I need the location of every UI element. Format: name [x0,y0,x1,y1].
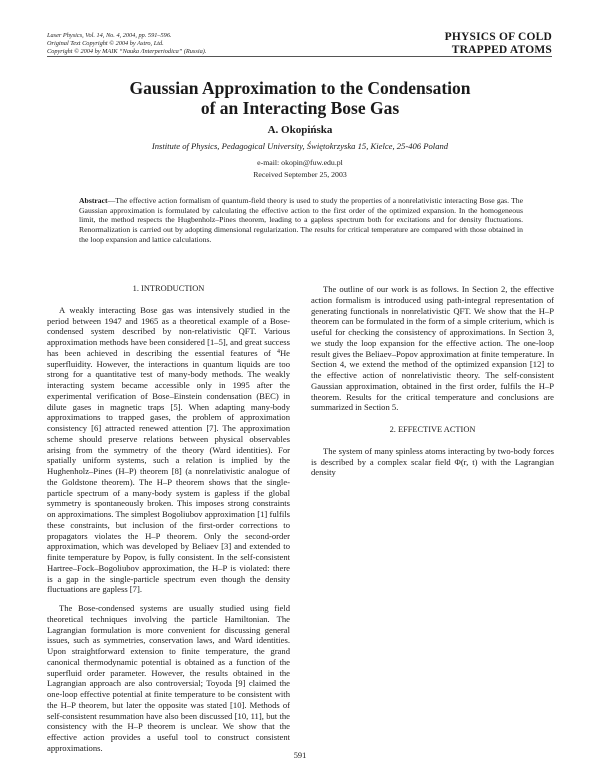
abstract-label: Abstract [79,196,108,205]
effective-action-paragraph-1: The system of many spinless atoms interacting by two-body forces is described by a complex scalar field Φ(r, t) with the Lagrangian density [311,445,554,478]
intro-paragraph-1 [47,305,290,595]
page-number: 591 [293,751,307,760]
intro-paragraph-2: The Bose-condensed systems are usually studied using field theoretical techniques involving the particle Hamiltonian. The Lagrangian formulation is more convenient for discussing general issues, such as symmetries, conservation laws, and Ward identities. Upon straightforward extension to finite temperature, the grand canonical thermodynamic potential is obtained as a function of the superfluid order parameter. However, the results obtained in the Lagrangian approach are also controversial; Toyoda [9] claimed the one-loop effective potential at finite temperature to be consistent with the H–P theorem, but later the opposite was stated [10]. Methods of self-consistent resummation have also been discussed [10, 11], but the consistency with the H–P theorem is unclear. We show that the effective action provides a useful tool to construct consistent approximations. [47,603,290,753]
received-date: Received September 25, 2003 [253,170,347,179]
title-line-1: Gaussian Approximation to the Condensation [129,78,471,98]
effective-action-heading: 2. EFFECTIVE ACTION [389,425,476,434]
journal-line-3: Copyright © 2004 by MAIK “Nauka /Interperiodica” (Russia). [47,48,207,55]
abstract [79,196,523,245]
section-label-line-2: TRAPPED ATOMS [451,43,552,56]
section-label-line-1: PHYSICS OF COLD [444,31,552,43]
journal-citation [47,32,206,56]
paper-title [0,78,600,118]
intro-p1-part-a: A weakly interacting Bose gas was intensively studied in the period between 1947 and 1965 as a theoretical example of a Bose-condensed system described by non-relativistic QFT. Various approximation methods have been considered [1–5], and great success has been achieved in describing the essential features of [47,304,290,358]
section-label [445,31,552,56]
journal-line-1: Laser Physics, Vol. 14, No. 4, 2004, pp. 591–596. [47,32,172,39]
email: e-mail: okopin@fuw.edu.pl [257,158,343,167]
author: A. Okopińska [267,124,333,136]
right-column [311,284,554,478]
header-rule [47,56,552,57]
intro-heading: 1. INTRODUCTION [132,284,205,293]
intro-paragraph-3: The outline of our work is as follows. In Section 2, the effective action formalism is introduced using path-integral representation of generating functionals in nonrelativistic QFT. We show that the H–P theorem can be formulated in the form of a simple criterium, which is useful for checking the consistency of approximations. In Section 3, we study the loop expansion for the effective action. The one-loop result gives the Beliaev–Popov approximation at finite temperature. In Section 4, we extend the method of the optimized expansion [12] to the effective action of nonrelativistic theory. The self-consistent Gaussian approximation, obtained in the first order, fulfils the H–P theorem. Results for the critical temperature and conclusions are summarized in Section 5. [311,284,554,413]
intro-p1-part-b: He superfluidity. However, the interactions in quantum liquids are too strong for a quantitative test of many-body methods. The weakly interacting system became accessible only in 1995 after the experimental verification of Bose–Einstein condensation (BEC) in dilute gases in magnetic traps [5]. When adapting many-body approximations to trapped gases, the problem of approximation consistency [6] attracted renewed attention [7]. The approximation scheme should preserve relations between physical observables arising from the symmetry of the theory (Ward identities). For spatially uniform systems, such a relation is implied by the Hughenholz–Pines (H–P) theorem [8] (a nonrelativistic analogue of the Goldstone theorem). The H–P theorem shows that the single-particle spectrum of a many-body system is gapless if the global symmetry is spontaneously broken. This imposes strong constraints on approximations. The simplest Bogoliubov approximation [1] fulfils these constraints, but inclusion of the first-order corrections to propagators violates the H–P theorem. Only the second-order approximation, which was developed by Beliaev [3] and extended to finite temperature by Popov, is fully consistent. In the self-consistent Hartree–Fock–Bogoliubov approximation, the H–P is violated: there is a gap in the single-particle spectrum even though the density fluctuations are gapless [7]. [47,347,290,595]
left-column [47,284,290,754]
affiliation: Institute of Physics, Pedagogical University, Świętokrzyska 15, Kielce, 25-406 Poland [151,141,449,151]
abstract-text: —The effective action formalism of quantum-field theory is used to study the properties of a nonrelativistic interacting Bose gas. The Gaussian approximation is formulated by calculating the effective action to the first order of the optimized expansion. In the homogeneous limit, the method respects the Hugbenholz–Pines theorem, leading to a gapless spectrum both for excitations and for density fluctuations. Renormalization is carried out by adopting dimensional regularization. The results for critical temperature are compared with those obtained in the loop expansion and lattice calculations. [79,196,523,244]
intro-p1-superscript: 4 [276,348,280,355]
journal-line-2: Original Text Copyright © 2004 by Astro, Ltd. [47,40,164,47]
title-line-2: of an Interacting Bose Gas [200,98,400,118]
